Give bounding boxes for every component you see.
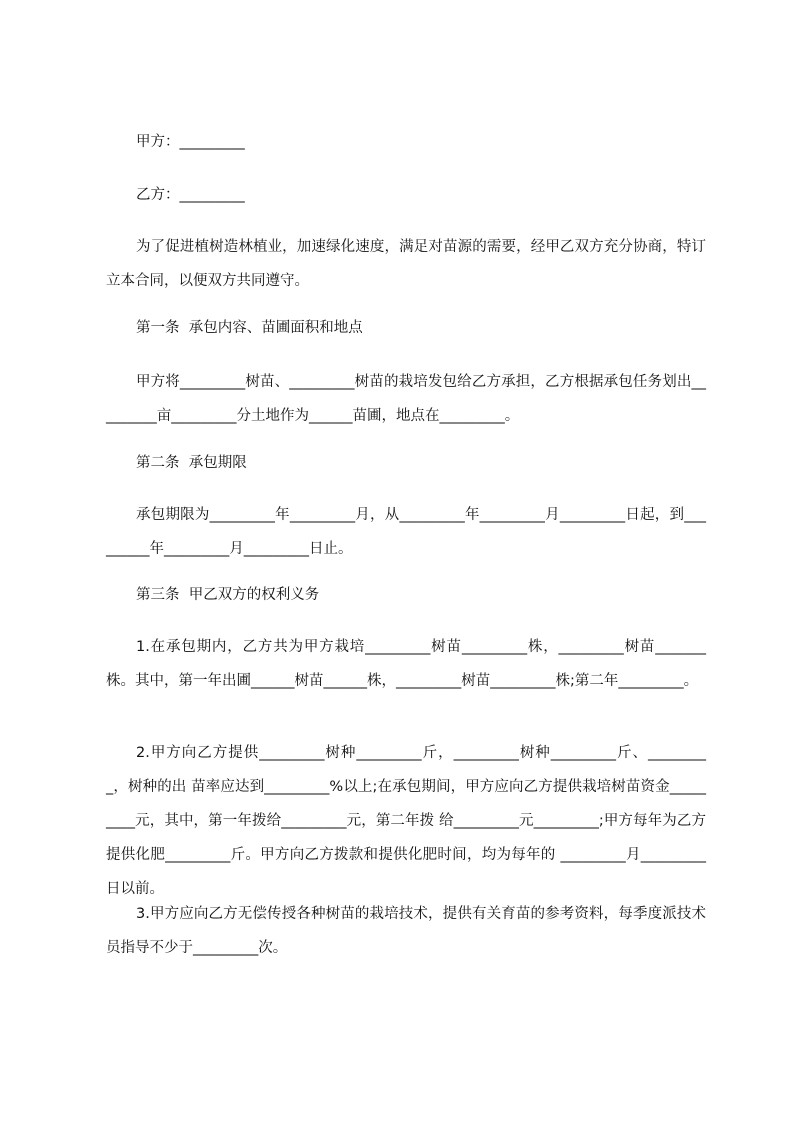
clause-2: 2.甲方向乙方提供_________树种_________斤，_________树种_________斤、_________，树种的出 苗率应达到_________%以上;在承包期间，甲方应向乙方提供栽培树苗资金_________元，其中，第一年拨给_________元，第二年拨 给_________元_________;甲方每年为乙方提供化肥_________斤。甲方向乙方拨款和提供化肥时间，均为每年的 _________月_________日以前。 — [106, 745, 706, 897]
clause-3: 3.甲方应向乙方无偿传授各种树苗的栽培技术，提供有关育苗的参考资料，每季度派技术员指导不少于_________次。 — [106, 906, 706, 956]
clause-1: 1.在承包期内，乙方共为甲方栽培_________树苗_________株，_________树苗_______株。其中，第一年出圃______树苗______株，_________树苗_________株;第二年_________。 — [106, 639, 706, 689]
article-1-body: 甲方将_________树苗、_________树苗的栽培发包给乙方承担，乙方根据承包任务划出_________亩_________分土地作为______苗圃，地点在_________。 — [106, 374, 706, 424]
article-2-title: 第二条 承包期限 — [136, 455, 247, 471]
article-1-title: 第一条 承包内容、苗圃面积和地点 — [136, 320, 363, 336]
party-b-line: 乙方：_________ — [136, 187, 245, 203]
intro-paragraph: 为了促进植树造林植业，加速绿化速度，满足对苗源的需要，经甲乙双方充分协商，特订立本合同，以便双方共同遵守。 — [106, 239, 706, 289]
article-2-body: 承包期限为_________年_________月，从_________年_________月_________日起，到_________年_________月_________日止。 — [106, 507, 706, 557]
party-a-line: 甲方：_________ — [136, 134, 245, 150]
article-3-title: 第三条 甲乙双方的权利义务 — [136, 587, 320, 603]
